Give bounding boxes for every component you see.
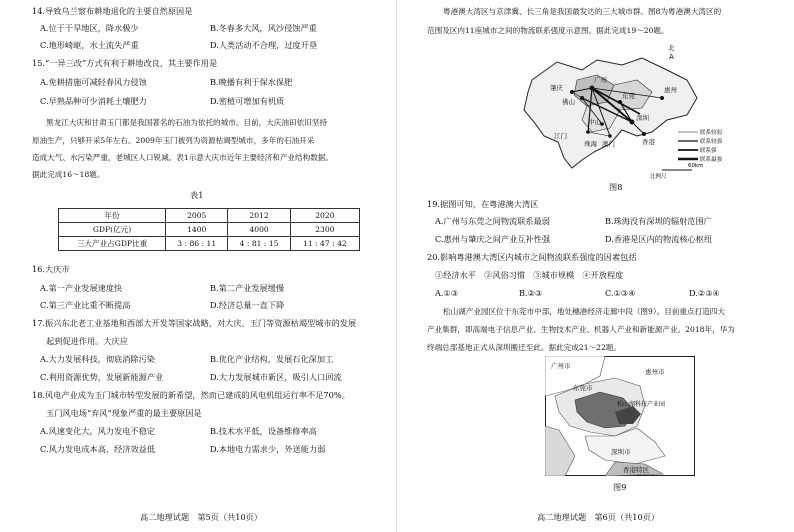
q16-option-d[interactable]: D.经济总量一直下降: [210, 300, 285, 310]
intro-line-2: 范围及区内11座城市之间的物流联系强度示意图。据此完成19～20题。: [427, 26, 669, 35]
table-cell: 11 : 47 : 42: [290, 237, 359, 251]
q15-stem: 15.“一异三改”方式有利于耕地改良，其主要作用是: [32, 58, 218, 68]
q19-option-c[interactable]: C.惠州与肇庆之间产业互补性强: [435, 234, 551, 244]
q18-stem-line-2: 玉门风电场“弃风”现象严重的最主要原因是: [46, 408, 202, 418]
table-caption: 表1: [190, 190, 204, 200]
q17-option-d[interactable]: D.大力发展城市新区，吸引人口回流: [210, 372, 342, 382]
legend-item: 联系强: [700, 148, 717, 154]
q17-option-b[interactable]: B.优化产业结构，发展石化深加工: [210, 354, 334, 364]
table-cell: 三大产业占GDP比重: [59, 237, 166, 251]
figure-9-caption: 图9: [613, 482, 627, 492]
q16-option-b[interactable]: B.第二产业发展缓慢: [210, 283, 285, 293]
map-label-zhongshan: 中山: [588, 118, 601, 126]
map-label-shenzhen: 深圳: [636, 114, 649, 122]
map-label-guangzhou: 广州: [594, 76, 607, 84]
table-cell: 1400: [166, 223, 228, 237]
figure-8-map: [502, 40, 732, 180]
q15-option-c[interactable]: C.早熟品种可少消耗土壤肥力: [40, 96, 147, 106]
table-cell: 4000: [228, 223, 290, 237]
q14-option-b[interactable]: B.冬春多大风，风沙侵蚀严重: [210, 23, 317, 33]
q18-stem-line-1: 18.风电产业成为玉门城市转型发展的新希望，然而已建成的风电机组运行率不足70%。: [32, 390, 350, 400]
north-label: 北: [668, 44, 675, 52]
q14-option-a[interactable]: A.位于干旱地区，降水极少: [40, 23, 139, 33]
table-row: [59, 237, 360, 251]
data-table: [58, 208, 360, 251]
q19-option-b[interactable]: B.珠海没有深圳的辐射范围广: [605, 216, 712, 226]
q19-option-a[interactable]: A.广州与东莞之间物流联系最弱: [435, 216, 550, 226]
q15-option-b[interactable]: B.晚播有利于保水保肥: [210, 77, 293, 87]
q14-option-d[interactable]: D.人类活动不合理，过度开垦: [210, 40, 318, 50]
figure-9-map: [545, 356, 695, 476]
q18-option-d[interactable]: D.本地电力需求少，外送能力弱: [210, 444, 326, 454]
map9-label-songshan-park: 松山湖科技产业园: [617, 401, 666, 408]
table-cell: 2300: [290, 223, 359, 237]
q16-option-c[interactable]: C.第三产业比重不断提高: [40, 300, 131, 310]
scale-label: 比例尺: [650, 174, 667, 180]
q20-option-c[interactable]: C.①③④: [605, 288, 636, 298]
page-footer-right: 高二地理试题 第6页（共10页）: [537, 512, 660, 522]
table-cell: 4 : 81 : 15: [228, 237, 290, 251]
q14-stem: 14.导致乌兰察布耕地退化的主要自然原因是: [32, 6, 193, 16]
legend-item: 联系最强: [700, 157, 723, 163]
q18-option-b[interactable]: B.技术水平低，设备维修率高: [210, 426, 317, 436]
q19-option-d[interactable]: D.香港是区内的物流核心枢纽: [605, 234, 713, 244]
figure-8-caption: 图8: [609, 182, 623, 192]
legend-item: 联系较强: [700, 139, 723, 145]
table-header-cell: 年份: [59, 209, 166, 223]
q17-stem-line-2: 起到促进作用。大庆应: [46, 336, 128, 346]
passage-line-3: 造成大气、水污染严重，老城区人口锐减。表1示意大庆市近年主要经济和产业结构数据。: [32, 153, 333, 162]
q18-option-c[interactable]: C.风力发电成本高，经济效益低: [40, 444, 156, 454]
map-label-macau: 澳门: [602, 140, 615, 148]
north-arrow-icon: A: [669, 53, 674, 61]
map-label-zhaoqing: 肇庆: [550, 84, 563, 92]
table-header-cell: 2005: [166, 209, 228, 223]
intro-line-1: 粤港澳大湾区与京津冀、长三角是我国最发达的三大城市群。图8为粤港澳大湾区的: [443, 7, 722, 16]
map-legend: [678, 128, 723, 163]
passage-line-4: 据此完成16～18题。: [32, 170, 105, 179]
q20-option-a[interactable]: A.①③: [435, 288, 459, 298]
map-label-foshan: 佛山: [562, 98, 575, 106]
map-label-zhuhai: 珠海: [584, 140, 597, 148]
legend-item: 联系较弱: [700, 130, 723, 136]
q14-option-c[interactable]: C.地形崎岖，水土流失严重: [40, 40, 139, 50]
page-footer-left: 高二地理试题 第5页（共10页）: [140, 512, 263, 522]
table-cell: 3 : 86 : 11: [166, 237, 228, 251]
table-cell: GDP(亿元): [59, 223, 166, 237]
map-label-jiangmen: 江门: [554, 132, 567, 140]
table-header-row: [59, 209, 360, 223]
map9-label-hongkong: 香港特区: [623, 466, 649, 474]
passage2-line-2: 产业集群，即高端电子信息产业、生物技术产业、机器人产业和新能源产业。2018年，华为: [427, 325, 735, 334]
map-label-huizhou: 惠州: [664, 86, 677, 94]
q16-option-a[interactable]: A.第一产业发展速度快: [40, 283, 123, 293]
table-row: [59, 223, 360, 237]
q17-option-a[interactable]: A.大力发展科技，彻底消除污染: [40, 354, 155, 364]
map9-label-huizhou: 惠州市: [645, 368, 665, 376]
q16-stem: 16.大庆市: [32, 264, 70, 274]
passage-line-1: 黑龙江大庆和甘肃玉门都是我国著名的石油为依托的城市。目前，大庆油田依旧坚持: [46, 118, 327, 127]
q20-items: ①经济水平 ②风俗习惯 ③城市规模 ④开放程度: [435, 270, 624, 280]
passage-line-2: 原油生产，只够开采5年左右。2009年玉门被列为资源枯竭型城市，多年的石油开采: [32, 136, 315, 145]
passage2-line-3: 终端总部基地正式从深圳搬迁至此。据此完成21～22题。: [427, 343, 621, 352]
map9-label-guangzhou: 广州市: [551, 362, 571, 370]
q15-option-d[interactable]: D.密植可增加有机质: [210, 96, 285, 106]
q20-option-d[interactable]: D.②③④: [689, 288, 720, 298]
q17-stem-line-1: 17.振兴东北老工业基地和西部大开发等国家战略，对大庆、玉门等资源枯竭型城市的发展: [32, 318, 357, 328]
q20-stem: 20.影响粤港澳大湾区内城市之间物流联系强度的因素包括: [427, 252, 637, 262]
map9-label-shenzhen: 深圳市: [611, 448, 631, 456]
q15-option-a[interactable]: A.免耕措施可减轻春风力侵蚀: [40, 77, 147, 87]
q17-option-c[interactable]: C.利用资源优势，发展新能源产业: [40, 372, 164, 382]
right-page: [397, 0, 794, 532]
table-header-cell: 2012: [228, 209, 290, 223]
table-header-cell: 2020: [290, 209, 359, 223]
map-label-hongkong: 香港: [642, 138, 655, 146]
q20-option-b[interactable]: B.②③: [519, 288, 543, 298]
scale-value: 60km: [688, 163, 704, 169]
map-label-dongguan: 东莞: [622, 92, 635, 100]
map9-label-dongguan: 东莞市: [573, 384, 593, 392]
q18-option-a[interactable]: A.风速变化大，风力发电不稳定: [40, 426, 155, 436]
passage2-line-1: 松山湖产业园区位于东莞市中部，地处穗港经济走廊中段（图9）。目前重点打造四大: [443, 307, 725, 316]
q19-stem: 19.据图可知，在粤港澳大湾区: [427, 199, 539, 209]
